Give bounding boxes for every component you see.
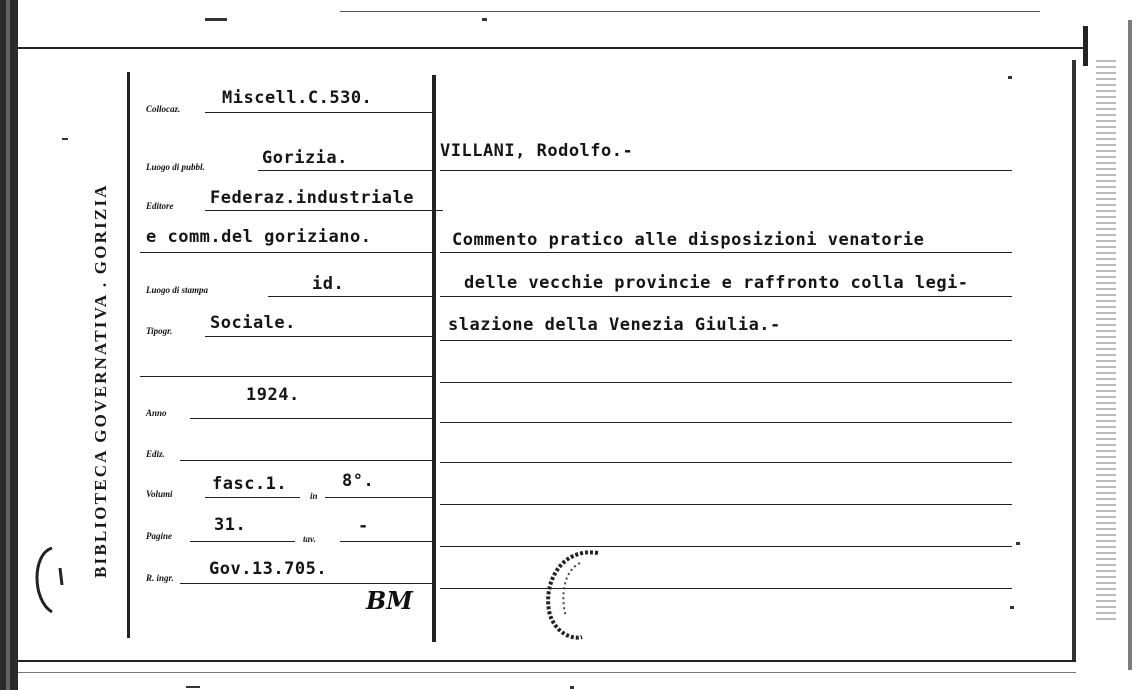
value-anno: 1924. [246,385,300,405]
rule-right-1 [440,170,1012,171]
card-bottom-border-2 [18,672,1076,673]
value-volumi-format: 8°. [342,471,375,491]
value-volumi: fasc.1. [212,474,288,494]
label-tavole: tav. [303,534,316,544]
label-registro: R. ingr. [146,573,174,583]
rule-left-6 [205,336,433,337]
circular-stamp [520,545,640,645]
entry-title-line-1: Commento pratico alle disposizioni venatorie [452,230,925,250]
institution-stamp: BIBLIOTECA GOVERNATIVA . GORIZIA [91,183,110,578]
value-pagine: 31. [214,515,247,535]
card-top-line [340,11,1040,12]
label-tipografia: Tipogr. [146,326,173,336]
scan-speck [570,686,574,689]
punch-hole-mark [22,540,72,620]
form-middle-rule [432,75,436,642]
label-volumi: Volumi [146,489,173,499]
scan-edge-right-2 [1128,20,1132,670]
value-tipografia: Sociale. [210,313,296,333]
rule-left-2 [258,170,433,171]
card-right-border [1083,26,1088,66]
scan-edge-left-light [6,0,10,690]
entry-author: VILLANI, Rodolfo.- [440,141,634,161]
rule-left-9 [180,460,433,461]
scan-speck [1010,606,1014,609]
entry-title-line-2: delle vecchie provincie e raffronto colla legi- [464,273,969,293]
scan-speck [1008,76,1012,79]
label-volumi-in: in [310,491,318,501]
rule-right-2 [440,252,1012,253]
rule-left-4 [140,252,433,253]
rule-left-11a [190,541,295,542]
scan-edge-right [1096,60,1116,620]
entry-title-line-3: slazione della Venezia Giulia.- [448,315,781,335]
label-pagine: Pagine [146,531,172,541]
rule-right-5 [440,382,1012,383]
rule-left-10a [205,497,300,498]
rule-left-10b [325,497,433,498]
rule-left-12 [180,583,433,584]
rule-right-3 [440,296,1012,297]
label-collocazione: Collocaz. [146,104,181,114]
value-luogo-stampa: id. [312,274,345,294]
handwritten-initials: BM [366,586,413,615]
rule-left-5 [268,296,433,297]
rule-left-3 [205,210,443,211]
card-top-dash [205,18,227,21]
card-bottom-border [18,660,1076,662]
rule-right-8 [440,504,1012,505]
rule-right-6 [440,422,1012,423]
rule-left-11b [340,541,433,542]
scan-speck [482,18,487,21]
label-luogo-stampa: Luogo di stampa [146,285,209,295]
rule-left-7 [140,376,433,377]
scan-speck [1016,542,1020,545]
label-editore: Editore [146,201,174,211]
scan-speck [186,686,200,688]
value-registro: Gov.13.705. [209,559,328,579]
label-edizione: Ediz. [146,449,165,459]
scan-speck [62,138,68,140]
rule-right-7 [440,462,1012,463]
rule-left-1 [205,112,433,113]
rule-right-4 [440,340,1012,341]
value-editore-line2: e comm.del goriziano. [146,227,372,247]
card-top-border [18,47,1086,49]
value-tavole: - [358,516,369,536]
rule-left-8 [190,418,433,419]
value-editore: Federaz.industriale [210,188,414,208]
label-luogo-pubbl: Luogo di pubbl. [146,162,205,172]
card-right-border-2 [1072,60,1076,660]
form-left-rule [127,72,130,638]
value-luogo-pubbl: Gorizia. [262,148,348,168]
value-collocazione: Miscell.C.530. [222,88,373,108]
label-anno: Anno [146,408,167,418]
